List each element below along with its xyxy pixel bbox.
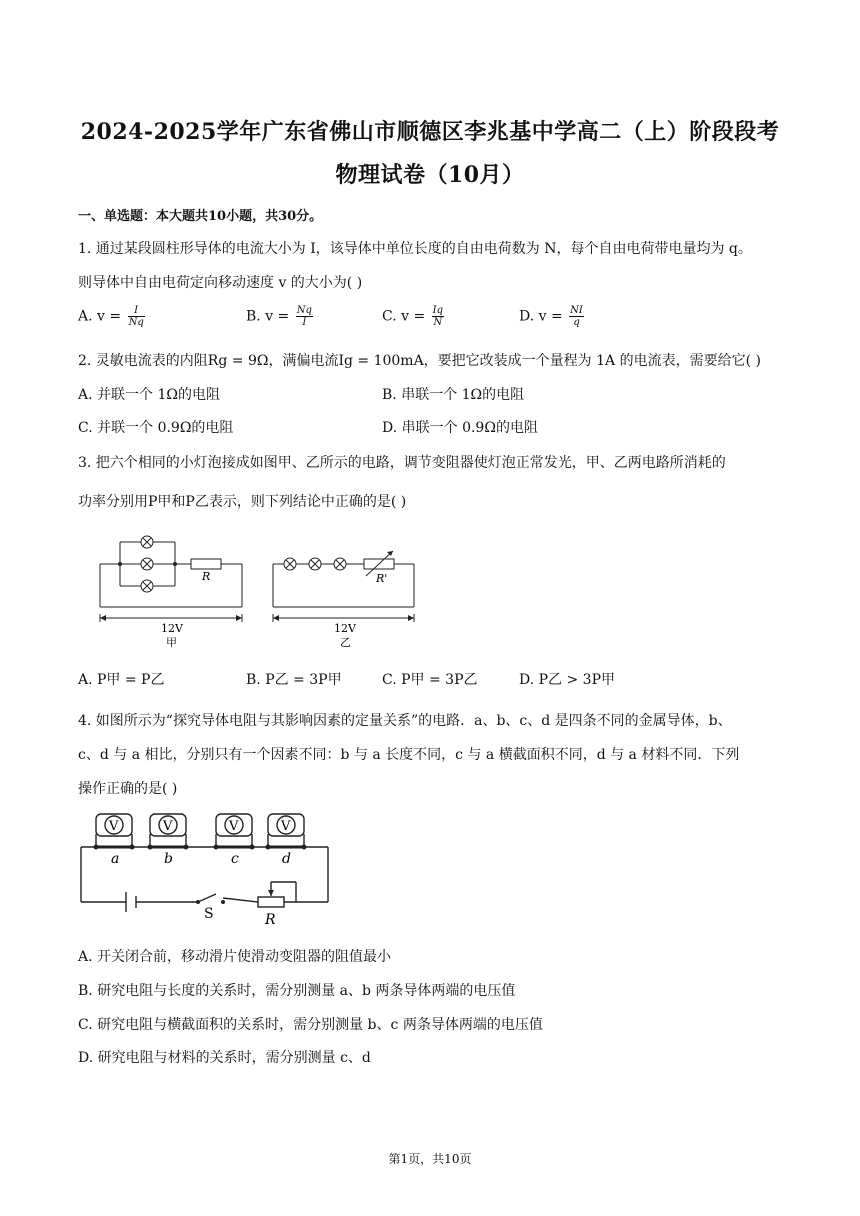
q3-option-d: D. P乙 > 3P甲 [519,672,616,688]
q4-voltmeter-b-label: V [163,819,173,834]
q4-stem-line3: 操作正确的是( ) [78,781,178,797]
q4-conductor-d-label: d [282,851,291,867]
q4-conductor-a-label: a [111,851,120,867]
section-heading: 一、单选题：本大题共10小题，共30分。 [78,209,323,224]
q2-option-c: C. 并联一个 0.9Ω的电阻 [78,420,234,436]
q4-conductor-c-label: c [231,851,239,867]
q3-lamp-group-jia [141,536,153,592]
q1-option-d-fraction [569,305,584,328]
q3-lamp-group-yi [284,558,346,570]
q3-yi-voltage-label: 12V [334,622,356,635]
q3-stem-line2: 功率分别用P甲和P乙表示，则下列结论中正确的是( ) [78,494,407,510]
q1-stem-line2: 则导体中自由电荷定向移动速度 v 的大小为( ) [78,275,363,291]
q3-jia-voltage-label: 12V [161,622,183,635]
exam-title-line1: 2024-2025学年广东省佛山市顺德区李兆基中学高二（上）阶段段考 [80,119,780,145]
q1-option-a [78,305,145,328]
q3-jia-resistor-label: R [202,570,211,583]
q1-option-b-den: I [302,317,307,328]
q1-option-b [246,305,313,328]
q1-option-c-prefix: C. v = [382,308,426,325]
q4-circuit-figure [78,810,338,930]
q1-option-b-prefix: B. v = [246,308,290,325]
q4-option-c: C. 研究电阻与横截面积的关系时，需分别测量 b、c 两条导体两端的电压值 [78,1017,543,1033]
q3-option-a: A. P甲 = P乙 [78,672,165,688]
q1-option-a-num: I [128,305,145,317]
q3-yi-caption: 乙 [340,636,351,649]
q3-option-c: C. P甲 = 3P乙 [382,672,478,688]
q4-voltmeter-d [268,814,304,836]
q2-option-b: B. 串联一个 1Ω的电阻 [382,387,525,403]
q1-option-a-fraction [128,305,145,328]
q4-option-b: B. 研究电阻与长度的关系时，需分别测量 a、b 两条导体两端的电压值 [78,983,516,999]
q3-option-b: B. P乙 = 3P甲 [246,672,342,688]
q4-option-d: D. 研究电阻与材料的关系时，需分别测量 c、d [78,1050,371,1066]
q4-voltmeter-a-label: V [109,819,119,834]
q4-voltmeter-d-label: V [281,819,291,834]
q3-yi-rheostat-label: R' [376,572,388,585]
q2-stem: 2. 灵敏电流表的内阻Rg = 9Ω，满偏电流Ig = 100mA，要把它改装成一个量程为 1A 的电流表，需要给它( ) [78,353,761,369]
q4-switch-label: S [204,906,214,922]
q4-option-a: A. 开关闭合前，移动滑片使滑动变阻器的阻值最小 [78,949,392,965]
q4-voltmeter-c-label: V [229,819,239,834]
q4-voltmeter-b [150,814,186,836]
q4-conductor-b-label: b [164,851,173,867]
q1-option-d [519,305,584,328]
q3-circuit-jia-figure [95,530,250,650]
q1-option-c [382,305,444,328]
q4-voltmeter-a [96,814,132,836]
q3-circuit-yi-figure [268,540,418,650]
q1-option-d-num: NI [570,305,583,316]
q1-option-d-prefix: D. v = [519,308,563,325]
q4-stem-line2: c、d 与 a 相比，分别只有一个因素不同：b 与 a 长度不同，c 与 a 横截面积不同，d 与 a 材料不同．下列 [78,747,740,763]
q1-option-c-num: Iq [432,305,444,316]
q1-option-b-num: Nq [296,305,312,316]
q1-option-b-fraction [296,305,313,328]
q3-stem-line1: 3. 把六个相同的小灯泡接成如图甲、乙所示的电路，调节变阻器使灯泡正常发光，甲、乙两电路所消耗的 [78,455,726,471]
q2-option-d: D. 串联一个 0.9Ω的电阻 [382,420,538,436]
q2-option-a: A. 并联一个 1Ω的电阻 [78,387,220,403]
q4-voltmeter-c [216,814,252,836]
q4-stem-line1: 4. 如图所示为“探究导体电阻与其影响因素的定量关系”的电路．a、b、c、d 是四条不同的金属导体，b、 [78,713,732,729]
q4-rheostat-label: R [265,912,276,928]
q1-option-a-prefix: A. v = [78,308,122,325]
exam-title-line2: 物理试卷（10月） [335,162,525,188]
q1-option-c-den: N [433,317,443,328]
q1-option-a-den: Nq [128,317,144,328]
q1-option-c-fraction [432,305,444,328]
q1-option-d-den: q [573,317,580,328]
q3-jia-caption: 甲 [166,636,177,649]
q1-stem-line1: 1. 通过某段圆柱形导体的电流大小为 I，该导体中单位长度的自由电荷数为 N，每个自由电荷带电量均为 q。 [78,241,752,257]
page-footer: 第1页，共10页 [388,1152,472,1166]
